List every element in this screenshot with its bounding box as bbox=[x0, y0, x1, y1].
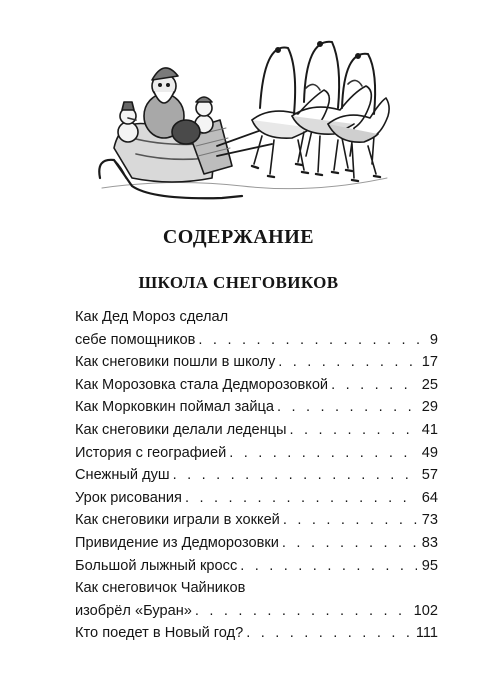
dot-leader bbox=[278, 351, 417, 374]
toc-page-number: 41 bbox=[421, 421, 438, 438]
toc-page-number: 49 bbox=[421, 444, 438, 461]
toc-entry-title: Как Морозовка стала Дедморозовкой bbox=[75, 376, 329, 393]
toc-entry-line bbox=[75, 622, 438, 645]
dot-leader bbox=[282, 532, 417, 555]
toc-page-number: 57 bbox=[421, 467, 438, 484]
table-of-contents bbox=[75, 306, 438, 645]
toc-entry-title: Как снеговики пошли в школу bbox=[75, 354, 276, 371]
toc-entry-title: Большой лыжный кросс bbox=[75, 557, 238, 574]
toc-entry-line bbox=[75, 419, 438, 442]
toc-entry-title: Снежный душ bbox=[75, 467, 170, 484]
toc-entry-line bbox=[75, 555, 438, 578]
toc-page-number: 64 bbox=[421, 489, 438, 506]
toc-entry[interactable] bbox=[75, 306, 438, 351]
toc-entry-line bbox=[75, 509, 438, 532]
dot-leader bbox=[240, 555, 417, 578]
toc-page-number: 17 bbox=[421, 354, 438, 371]
toc-entry[interactable] bbox=[75, 487, 438, 510]
troika-sleigh-illustration bbox=[92, 28, 392, 218]
toc-entry[interactable] bbox=[75, 577, 438, 622]
toc-entry-line bbox=[75, 442, 438, 465]
toc-entry[interactable] bbox=[75, 622, 438, 645]
toc-page-number: 9 bbox=[429, 331, 438, 348]
toc-entry-title: Кто поедет в Новый год? bbox=[75, 625, 244, 642]
toc-entry-title: Как Дед Мороз сделал bbox=[75, 309, 229, 325]
toc-entry[interactable] bbox=[75, 464, 438, 487]
toc-entry-line bbox=[75, 532, 438, 555]
toc-entry[interactable] bbox=[75, 396, 438, 419]
dot-leader bbox=[198, 329, 424, 352]
toc-entry-title: Привидение из Дедморозовки bbox=[75, 534, 279, 551]
dot-leader bbox=[229, 442, 417, 465]
toc-entry-title: История с географией bbox=[75, 444, 227, 461]
toc-entry-title: Как снеговичок Чайников bbox=[75, 580, 246, 597]
toc-entry-title: Как снеговики играли в хоккей bbox=[75, 512, 280, 529]
dot-leader bbox=[283, 509, 417, 532]
toc-entry-title: Как снеговики делали леденцы bbox=[75, 421, 287, 438]
toc-entry-line bbox=[75, 487, 438, 510]
toc-entry-title: изобрёл «Буран» bbox=[75, 602, 192, 619]
toc-entry[interactable] bbox=[75, 555, 438, 578]
toc-entry-line bbox=[75, 306, 438, 329]
toc-entry-line bbox=[75, 351, 438, 374]
toc-entry-line bbox=[75, 396, 438, 419]
toc-entry-line bbox=[75, 464, 438, 487]
toc-entry[interactable] bbox=[75, 442, 438, 465]
dot-leader bbox=[290, 419, 417, 442]
toc-entry-line bbox=[75, 329, 438, 352]
dot-leader bbox=[195, 600, 409, 623]
toc-page-number: 83 bbox=[421, 534, 438, 551]
toc-entry-title: Как Морковкин поймал зайца bbox=[75, 399, 275, 416]
toc-entry-title: Урок рисования bbox=[75, 489, 182, 506]
toc-page-number: 102 bbox=[413, 602, 438, 619]
toc-entry-line bbox=[75, 577, 438, 600]
toc-heading: СОДЕРЖАНИЕ bbox=[162, 226, 315, 248]
toc-entry-line bbox=[75, 374, 438, 397]
toc-entry[interactable] bbox=[75, 351, 438, 374]
toc-page-number: 73 bbox=[421, 512, 438, 529]
dot-leader bbox=[246, 622, 411, 645]
toc-entry[interactable] bbox=[75, 509, 438, 532]
toc-entry-line bbox=[75, 600, 438, 623]
section-title: ШКОЛА СНЕГОВИКОВ bbox=[138, 273, 339, 292]
toc-entry-title: себе помощников bbox=[75, 331, 196, 348]
toc-page-number: 95 bbox=[421, 557, 438, 574]
toc-entry[interactable] bbox=[75, 374, 438, 397]
toc-entry[interactable] bbox=[75, 419, 438, 442]
dot-leader bbox=[277, 396, 417, 419]
toc-page-number: 29 bbox=[421, 399, 438, 416]
dot-leader bbox=[185, 487, 417, 510]
toc-entry[interactable] bbox=[75, 532, 438, 555]
dot-leader bbox=[331, 374, 417, 397]
toc-page-number: 111 bbox=[415, 625, 438, 642]
toc-page-number: 25 bbox=[421, 376, 438, 393]
dot-leader bbox=[173, 464, 417, 487]
